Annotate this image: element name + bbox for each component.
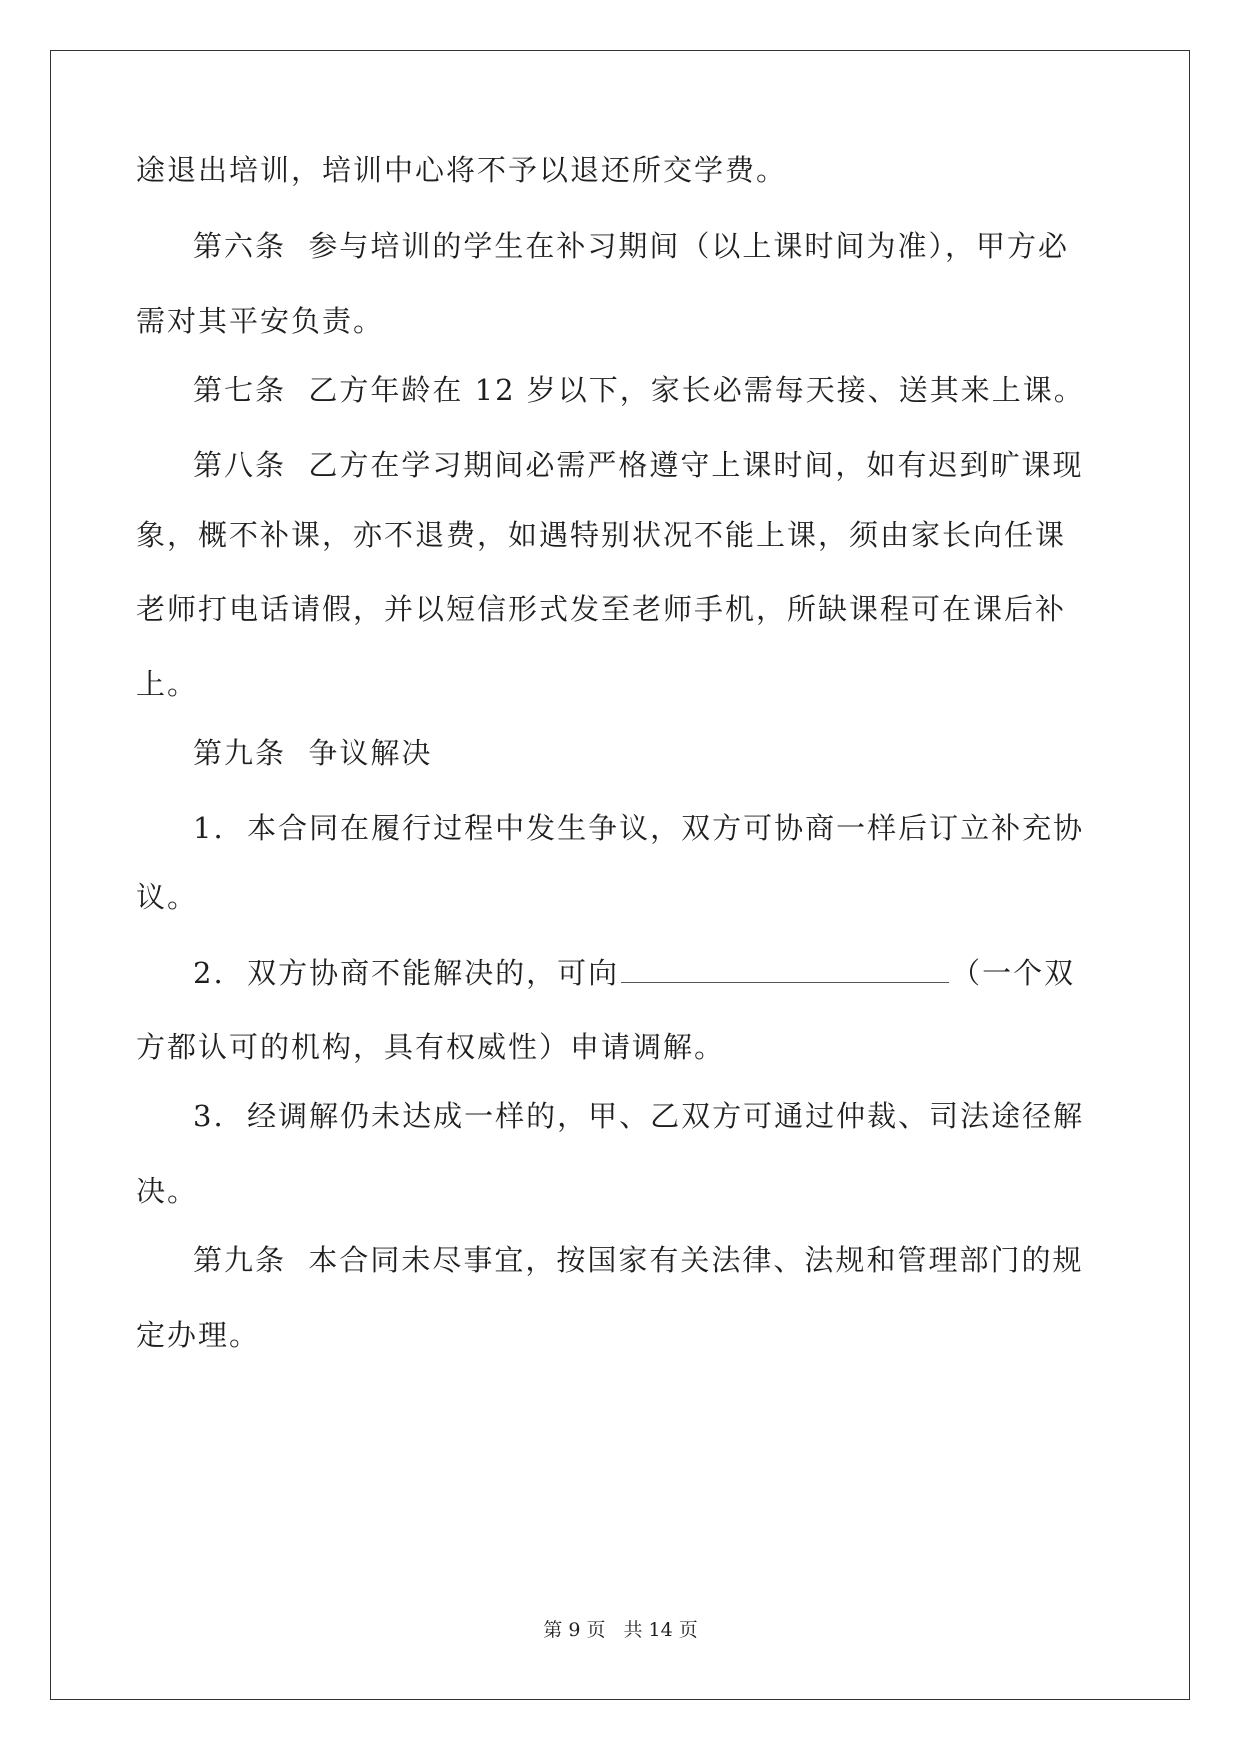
page-border — [50, 50, 1190, 1700]
paragraph-line: 第九条 本合同未尽事宜，按国家有关法律、法规和管理部门的规 — [193, 1243, 1084, 1277]
paragraph-line: 1. 本合同在履行过程中发生争议，双方可协商一样后订立补充协 — [193, 811, 1085, 845]
paragraph-line: 第七条 乙方年龄在 12 岁以下，家长必需每天接、送其来上课。 — [193, 373, 1085, 407]
page-total: 共 14 页 — [623, 1619, 698, 1641]
page-number: 第 9 页 — [543, 1619, 606, 1641]
paragraph-line: 3. 经调解仍未达成一样的，甲、乙双方可通过仲裁、司法途径解 — [193, 1099, 1085, 1133]
paragraph-line: 第八条 乙方在学习期间必需严格遵守上课时间，如有迟到旷课现 — [193, 448, 1084, 482]
paragraph-line: 议。 — [136, 880, 199, 914]
paragraph-line: 途退出培训，培训中心将不予以退还所交学费。 — [136, 153, 788, 187]
paragraph-line: 第六条 参与培训的学生在补习期间（以上课时间为准），甲方必 — [193, 229, 1069, 263]
clause-text: 2. 双方协商不能解决的，可向 — [193, 956, 620, 990]
paragraph-line: 上。 — [136, 667, 199, 701]
paragraph-line: 象，概不补课，亦不退费，如遇特别状况不能上课，须由家长向任课 — [136, 518, 1067, 552]
paragraph-line: 决。 — [136, 1174, 199, 1208]
paragraph-line: 方都认可的机构，具有权威性）申请调解。 — [136, 1030, 726, 1064]
paragraph-line — [0, 952, 1241, 993]
paragraph-line: 定办理。 — [136, 1318, 261, 1352]
paragraph-line: 需对其平安负责。 — [136, 304, 385, 338]
paragraph-line: 老师打电话请假，并以短信形式发至老师手机，所缺课程可在课后补 — [136, 592, 1067, 626]
page-footer — [0, 1618, 1241, 1642]
fill-in-blank[interactable] — [621, 952, 949, 983]
clause-text: （一个双 — [951, 956, 1076, 990]
section-heading: 第九条 争议解决 — [193, 736, 433, 770]
